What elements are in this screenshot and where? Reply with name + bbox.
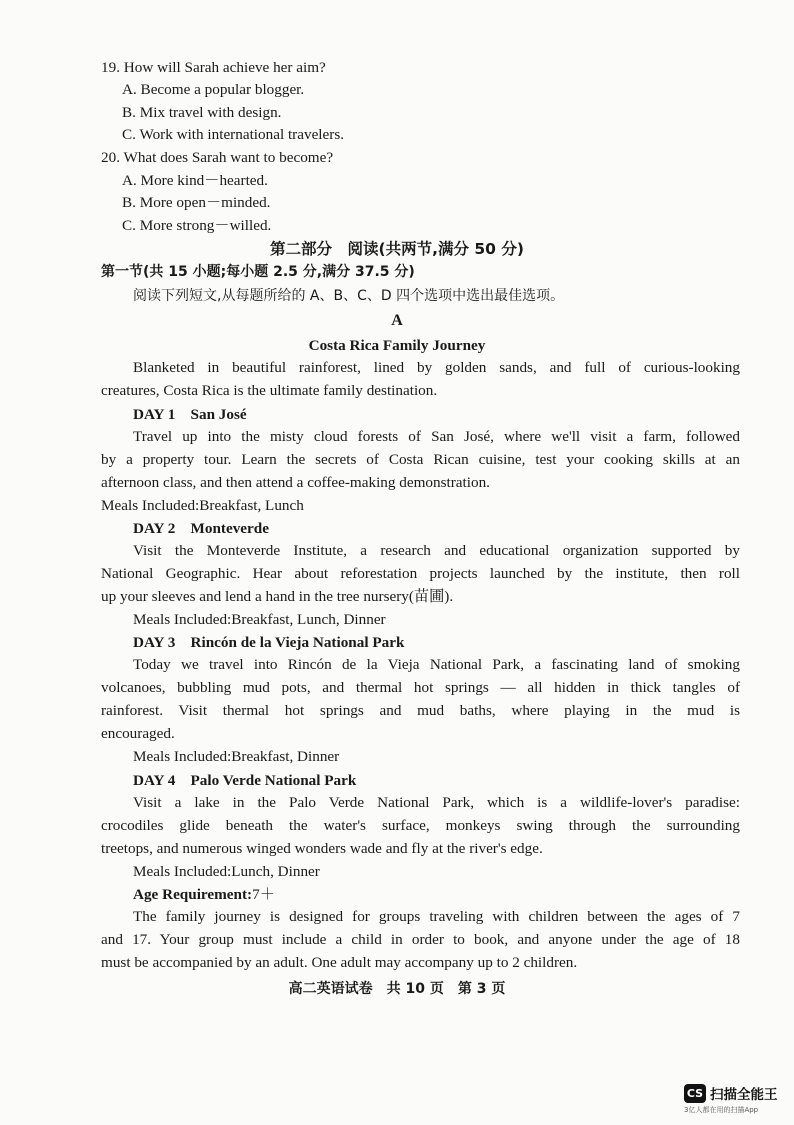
day3-line-1: Today we travel into Rincón de la Vieja National Park, a fascinating land of smoking — [133, 656, 740, 673]
age-requirement-value: 7＋ — [252, 886, 275, 903]
option-20c: C. More strong－willed. — [122, 217, 272, 234]
day4-meals: Meals Included:Lunch, Dinner — [133, 863, 320, 880]
day1-line-3: afternoon class, and then attend a coffee-making demonstration. — [101, 474, 490, 491]
day1-meals: Meals Included:Breakfast, Lunch — [101, 497, 304, 514]
watermark-tagline: 3亿人都在用的扫描App — [684, 1106, 759, 1114]
day1-line-2: by a property tour. Learn the secrets of Costa Rican cuisine, test your cooking skills at an — [101, 451, 740, 468]
option-20b: B. More open－minded. — [122, 194, 271, 211]
day3-heading: DAY 3 Rincón de la Vieja National Park — [133, 634, 405, 651]
day3-line-3: rainforest. Visit thermal hot springs and mud baths, where playing in the mud is — [101, 702, 740, 719]
day2-line-2: National Geographic. Hear about reforestation projects launched by the institute, then roll — [101, 565, 740, 582]
day3-line-4: encouraged. — [101, 725, 175, 742]
day4-line-2: crocodiles glide beneath the water's surface, monkeys swing through the surrounding — [101, 817, 740, 834]
page-footer: 高二英语试卷 共 10 页 第 3 页 — [288, 981, 506, 997]
day2-line-3: up your sleeves and lend a hand in the tree nursery(苗圃). — [101, 588, 454, 605]
day2-meals: Meals Included:Breakfast, Lunch, Dinner — [133, 611, 386, 628]
day4-line-3: treetops, and numerous winged wonders wade and fly at the river's edge. — [101, 840, 543, 857]
option-19c: C. Work with international travelers. — [122, 126, 345, 143]
scanner-watermark — [684, 1082, 780, 1116]
part2-heading: 第二部分 阅读(共两节,满分 50 分) — [270, 240, 524, 258]
watermark-title: 扫描全能王 — [710, 1087, 778, 1103]
day2-line-1: Visit the Monteverde Institute, a research and educational organization supported by — [133, 542, 740, 559]
day1-line-1: Travel up into the misty cloud forests of San José, where we'll visit a farm, followed — [133, 428, 740, 445]
question-20: 20. What does Sarah want to become? — [101, 149, 334, 166]
instructions: 阅读下列短文,从每题所给的 A、B、C、D 四个选项中选出最佳选项。 — [133, 288, 565, 304]
day3-meals: Meals Included:Breakfast, Dinner — [133, 748, 340, 765]
question-19: 19. How will Sarah achieve her aim? — [101, 59, 326, 76]
section1-heading: 第一节(共 15 小题;每小题 2.5 分,满分 37.5 分) — [101, 264, 415, 280]
day3-line-2: volcanoes, bubbling mud pots, and thermal hot springs — all hidden in thick tangles of — [101, 679, 740, 696]
day4-line-1: Visit a lake in the Palo Verde National Park, which is a wildlife-lover's paradise: — [133, 794, 740, 811]
day1-heading: DAY 1 San José — [133, 406, 247, 423]
age-line-2: and 17. Your group must include a child in order to book, and anyone under the age of 18 — [101, 931, 740, 948]
option-19a: A. Become a popular blogger. — [122, 81, 305, 98]
day2-heading: DAY 2 Monteverde — [133, 520, 269, 537]
intro-line-1: Blanketed in beautiful rainforest, lined by golden sands, and full of curious-looking — [133, 359, 740, 376]
option-19b: B. Mix travel with design. — [122, 104, 282, 121]
camscanner-logo-icon: CS — [684, 1084, 706, 1103]
age-requirement-label: Age Requirement: — [133, 886, 253, 903]
age-requirement — [133, 885, 275, 905]
passage-title: Costa Rica Family Journey — [308, 337, 486, 354]
option-20a: A. More kind－hearted. — [122, 172, 268, 189]
age-line-1: The family journey is designed for groups traveling with children between the ages of 7 — [133, 908, 740, 925]
intro-line-2: creatures, Costa Rica is the ultimate family destination. — [101, 382, 438, 399]
age-line-3: must be accompanied by an adult. One adult may accompany up to 2 children. — [101, 954, 578, 971]
day4-heading: DAY 4 Palo Verde National Park — [133, 772, 357, 789]
passage-letter: A — [391, 312, 403, 329]
